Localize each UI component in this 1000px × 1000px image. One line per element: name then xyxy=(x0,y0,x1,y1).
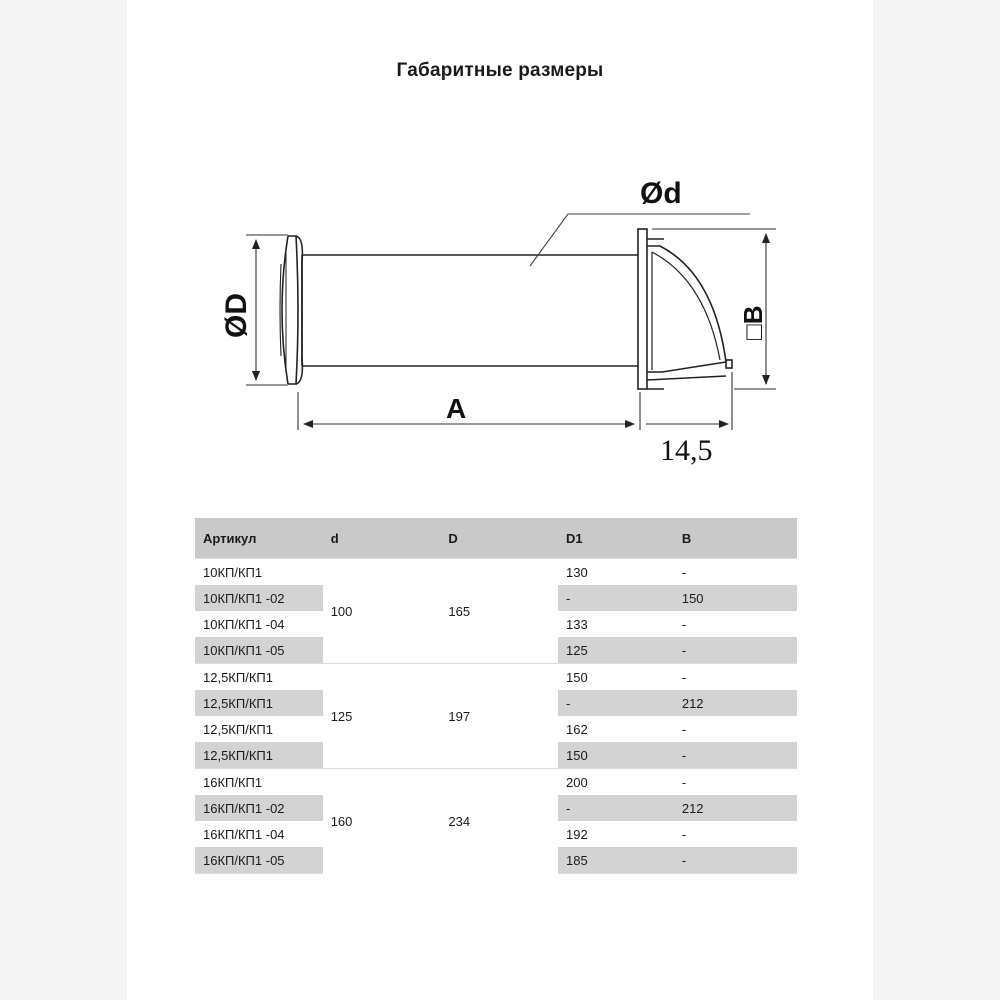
cell-d1: 130 xyxy=(558,559,674,586)
label-d: Ød xyxy=(640,177,682,210)
cell-b: 150 xyxy=(674,585,797,611)
cell-d1: - xyxy=(558,690,674,716)
cell-article: 16КП/КП1 -02 xyxy=(195,795,323,821)
label-offset: 14,5 xyxy=(660,434,713,467)
cell-b: - xyxy=(681,616,687,632)
cell-article: 10КП/КП1 -05 xyxy=(195,637,323,664)
cell-d1: 150 xyxy=(558,742,674,769)
table-row xyxy=(195,664,797,691)
cell-d1: 192 xyxy=(566,826,588,842)
cell-b: - xyxy=(674,742,797,769)
cell-article: 12,5КП/КП1 xyxy=(195,690,323,716)
cell-d1: 133 xyxy=(566,616,588,632)
page-title: Габаритные размеры xyxy=(396,60,604,81)
header-d1: D1 xyxy=(558,518,674,559)
cell-article: 12,5КП/КП1 xyxy=(195,742,323,769)
cell-d: 160 xyxy=(323,769,441,874)
table-row xyxy=(195,559,797,586)
left-flange xyxy=(280,236,302,384)
cell-b: - xyxy=(674,664,797,691)
header-article: Артикул xyxy=(195,518,323,559)
cell-D: 197 xyxy=(440,664,558,769)
cell-d: 125 xyxy=(323,664,441,769)
cell-d1: - xyxy=(558,585,674,611)
cell-d: 100 xyxy=(323,559,441,664)
cell-b: 212 xyxy=(674,690,797,716)
cell-article: 10КП/КП1 xyxy=(195,559,323,586)
header-D: D xyxy=(440,518,558,559)
cell-D: 234 xyxy=(440,769,558,874)
label-D: ØD xyxy=(220,293,253,338)
cell-d1: - xyxy=(558,795,674,821)
cell-b: 212 xyxy=(674,795,797,821)
dimensions-table xyxy=(195,518,797,874)
cell-article: 10КП/КП1 -04 xyxy=(203,616,285,632)
cell-article: 10КП/КП1 -02 xyxy=(195,585,323,611)
leader-line xyxy=(530,214,750,266)
label-B: □B xyxy=(738,305,768,340)
header-d: d xyxy=(323,518,441,559)
cell-b: - xyxy=(674,847,797,874)
label-A: A xyxy=(446,393,467,424)
dim-A xyxy=(298,392,640,430)
dim-offset xyxy=(646,372,732,430)
cell-D: 165 xyxy=(440,559,558,664)
table-row xyxy=(195,769,797,796)
cell-d1: 162 xyxy=(566,721,588,737)
cell-article: 16КП/КП1 -04 xyxy=(203,826,285,842)
cell-b: - xyxy=(681,721,687,737)
cell-b: - xyxy=(674,559,797,586)
cell-d1: 150 xyxy=(558,664,674,691)
cell-d1: 200 xyxy=(558,769,674,796)
cell-article: 12,5КП/КП1 xyxy=(195,664,323,691)
cell-d1: 185 xyxy=(558,847,674,874)
cell-b: - xyxy=(681,826,687,842)
cell-b: - xyxy=(674,637,797,664)
table-header-row xyxy=(195,518,797,559)
cell-article: 16КП/КП1 xyxy=(195,769,323,796)
cell-article: 16КП/КП1 -05 xyxy=(195,847,323,874)
pipe-body xyxy=(302,255,638,366)
cell-d1: 125 xyxy=(558,637,674,664)
cell-b: - xyxy=(674,769,797,796)
weather-hood xyxy=(638,229,732,389)
header-b: B xyxy=(674,518,797,559)
cell-article: 12,5КП/КП1 xyxy=(203,721,273,737)
